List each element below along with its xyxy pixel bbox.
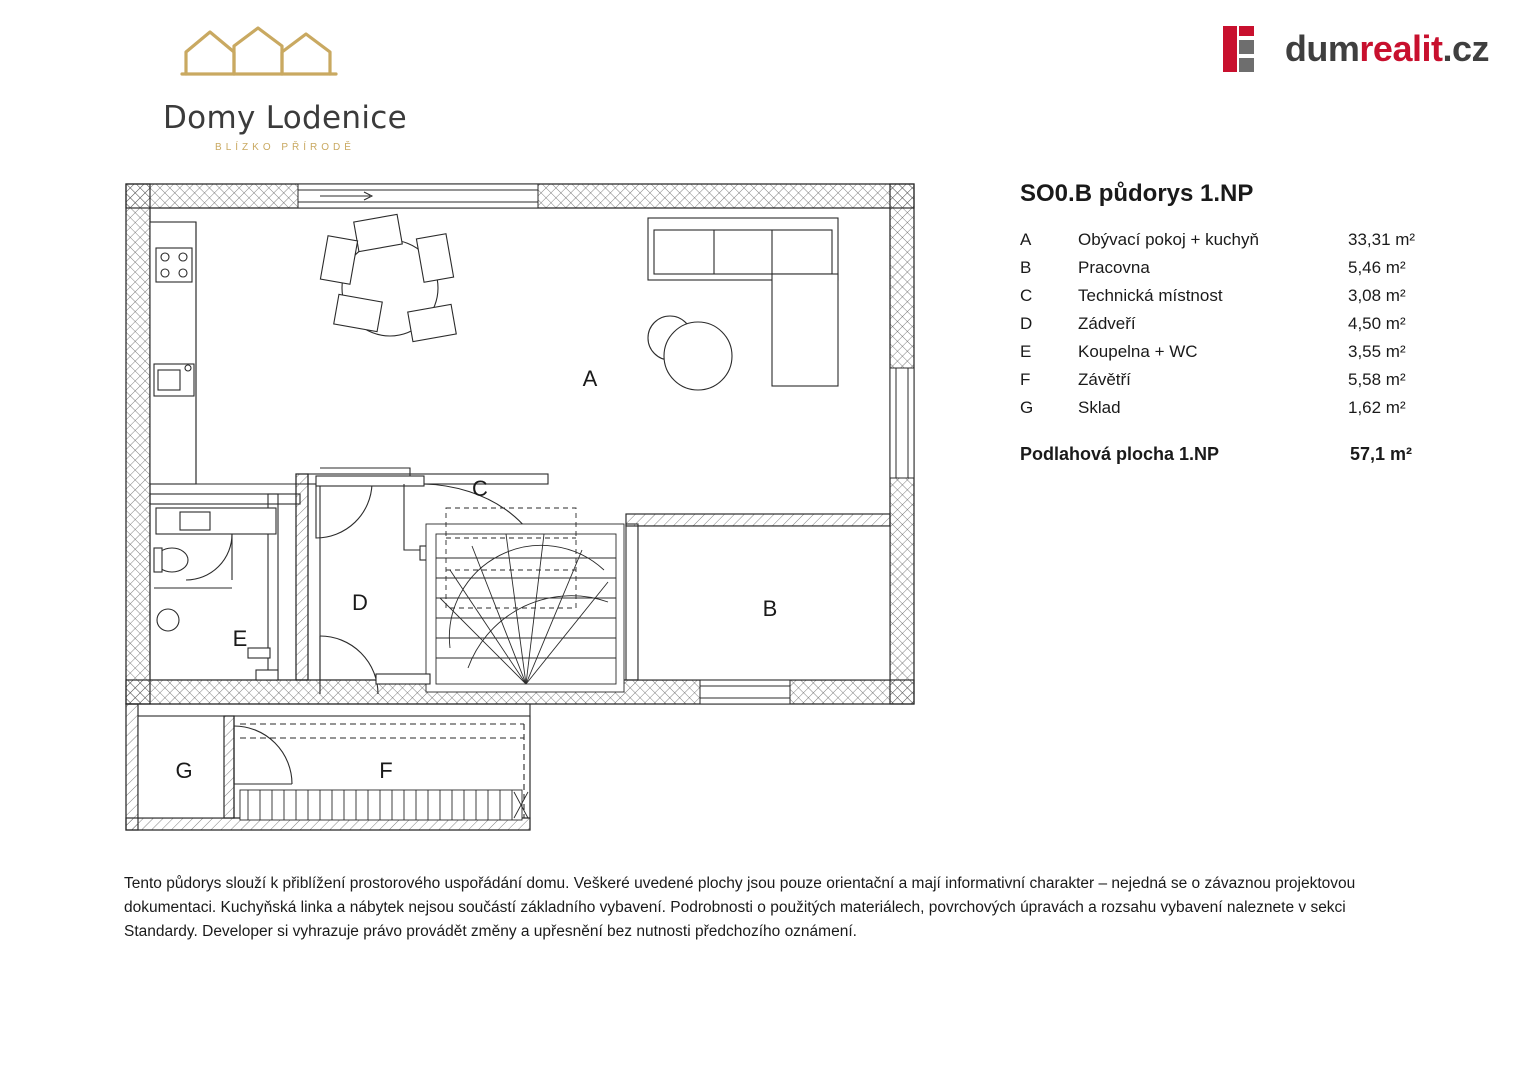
room-e-bathroom: [150, 508, 278, 680]
legend-key: E: [1020, 342, 1032, 361]
legend-total: [1020, 444, 1480, 465]
legend-room-area: 3,08 m²: [1348, 286, 1406, 305]
legend-key: F: [1020, 370, 1031, 389]
room-label-b: B: [762, 596, 778, 621]
window-right: [890, 368, 914, 478]
legend-room-area: 4,50 m²: [1348, 314, 1406, 333]
brand-tagline: BLÍZKO PŘÍRODĚ: [215, 142, 355, 153]
room-label-g: G: [175, 758, 193, 783]
window-bottom-b: [700, 680, 790, 704]
wordmark-tld: .cz: [1442, 28, 1489, 69]
legend-room-name: Závětří: [1078, 370, 1131, 389]
legend-row: [1020, 366, 1450, 394]
room-label-d: D: [352, 590, 368, 615]
legend-key: C: [1020, 286, 1033, 305]
room-label-c: C: [472, 476, 488, 501]
legend-room-name: Sklad: [1078, 398, 1121, 417]
legend-room-area: 33,31 m²: [1348, 230, 1416, 249]
legend-room-name: Obývací pokoj + kuchyň: [1078, 230, 1259, 249]
dumrealit-logo-icon: [1221, 22, 1275, 76]
brand-logo: [120, 22, 450, 162]
wordmark-realit: realit: [1359, 28, 1443, 69]
room-label-e: E: [232, 626, 248, 651]
legend-panel: [1020, 180, 1480, 465]
legend-room-area: 5,58 m²: [1348, 370, 1406, 389]
legend-table: [1020, 226, 1450, 422]
legend-row: [1020, 282, 1450, 310]
legend-title: SO0.B půdorys 1.NP: [1020, 180, 1254, 207]
legend-row: [1020, 338, 1450, 366]
legend-row: [1020, 226, 1450, 254]
legend-room-name: Pracovna: [1078, 258, 1150, 277]
legend-key: G: [1020, 398, 1034, 417]
brand-name: Domy Lodenice: [163, 100, 407, 136]
legend-key: A: [1020, 230, 1032, 249]
legend-room-name: Koupelna + WC: [1078, 342, 1198, 361]
room-label-f: F: [379, 758, 393, 783]
legend-room-name: Zádveří: [1078, 314, 1136, 333]
legend-row: [1020, 310, 1450, 338]
legend-room-area: 3,55 m²: [1348, 342, 1406, 361]
legend-room-name: Technická místnost: [1078, 286, 1223, 305]
legend-total-value: 57,1 m²: [1350, 444, 1413, 464]
houses-icon: [180, 22, 340, 82]
window-top: [298, 184, 538, 208]
legend-room-area: 5,46 m²: [1348, 258, 1406, 277]
legend-key: D: [1020, 314, 1033, 333]
staircase: [426, 508, 624, 692]
dumrealit-logo[interactable]: [1221, 18, 1489, 80]
legend-key: B: [1020, 258, 1032, 277]
room-label-a: A: [582, 366, 598, 391]
floorplan-drawing: [120, 178, 920, 838]
legend-total-label: Podlahová plocha 1.NP: [1020, 444, 1220, 464]
dumrealit-wordmark: [1285, 28, 1489, 70]
legend-room-area: 1,62 m²: [1348, 398, 1406, 417]
legend-row: [1020, 254, 1450, 282]
disclaimer-text: Tento půdorys slouží k přiblížení prostorového uspořádání domu. Veškeré uvedené plochy jsou pouze orientační a mají informativní charakter – nejedná se o závaznou projektovou dokumentaci. Kuchyňská linka a nábytek nejsou součástí základního vybavení. Podrobnosti o použitých materiálech, povrchových úpravách a rozsahu vybavení naleznete v sekci Standardy. Developer si vyhrazuje právo provádět změny a upřesnění bez nutnosti předchozího oznámení.: [124, 875, 1356, 941]
wordmark-dum: dum: [1284, 28, 1360, 69]
legend-row: [1020, 394, 1450, 422]
